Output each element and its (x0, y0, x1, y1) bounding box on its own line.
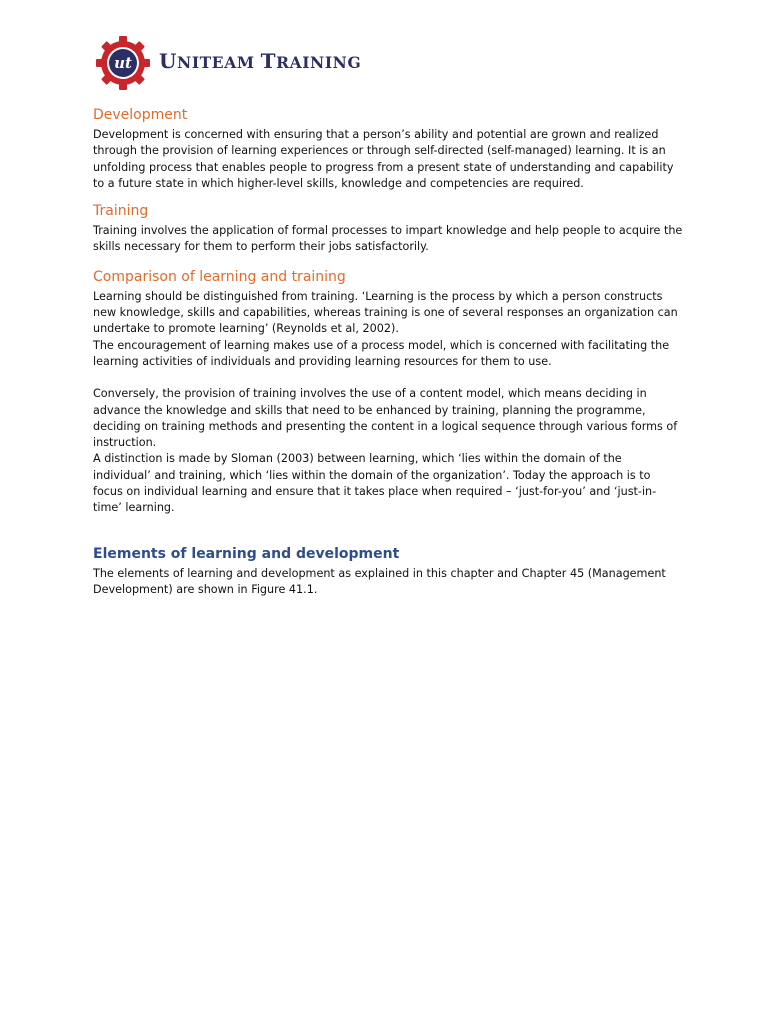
section-comparison (93, 268, 683, 517)
document-body (93, 106, 683, 598)
heading-comparison: Comparison of learning and training (93, 268, 346, 285)
paragraph-comparison-2: The encouragement of learning makes use of a process model, which is concerned with facilitating the learning activities of individuals and providing learning resources for them to use. (93, 338, 670, 368)
brand-word-training: RAINING (276, 53, 362, 72)
section-elements (93, 545, 683, 599)
paragraph-comparison-3: Conversely, the provision of training involves the use of a content model, which means deciding in advance the knowledge and skills that need to be enhanced by training, planning the programme, deciding on training methods and presenting the content in a logical sequence through various forms of instruction. (93, 387, 678, 450)
paragraph-training: Training involves the application of formal processes to impart knowledge and help people to acquire the skills necessary for them to perform their jobs satisfactorily. (93, 224, 683, 254)
paragraph-comparison-1: Learning should be distinguished from training. ‘Learning is the process by which a person constructs new knowledge, skills and capabilities, whereas training is one of several responses an organization can undertake to promote learning’ (Reynolds et al, 2002). (93, 289, 678, 336)
logo-mark-text: ut (114, 54, 132, 72)
gear-logo-icon (96, 36, 150, 90)
brand-initial-t: T (260, 49, 277, 73)
brand-word-uniteam: NITEAM (177, 53, 255, 72)
brand-name (159, 49, 361, 73)
heading-training: Training (93, 203, 149, 220)
section-training (93, 202, 683, 256)
paragraph-gap (93, 370, 683, 386)
heading-development: Development (93, 107, 188, 123)
paragraph-comparison-4: A distinction is made by Sloman (2003) between learning, which ‘lies within the domain of the individual’ and training, which ‘lies within the domain of the organization’. Today the approach is to focus on individual learning and ensure that it takes place when required – ‘just-for-you’ and ‘just-in-time’ learning. (93, 452, 657, 515)
section-development (93, 106, 683, 192)
heading-elements: Elements of learning and development (93, 545, 400, 562)
paragraph-development: Development is concerned with ensuring that a person’s ability and potential are grown and realized through the provision of learning experiences or through self-directed (self-managed) learning. It is an unfolding process that enables people to progress from a present state of understanding and capability to a future state in which higher-level skills, knowledge and competencies are required. (93, 128, 674, 190)
paragraph-elements: The elements of learning and development as explained in this chapter and Chapter 45 (Management Development) are shown in Figure 41.1. (93, 566, 666, 596)
uniteam-training-logo (96, 36, 376, 92)
brand-initial-u: U (159, 49, 178, 73)
